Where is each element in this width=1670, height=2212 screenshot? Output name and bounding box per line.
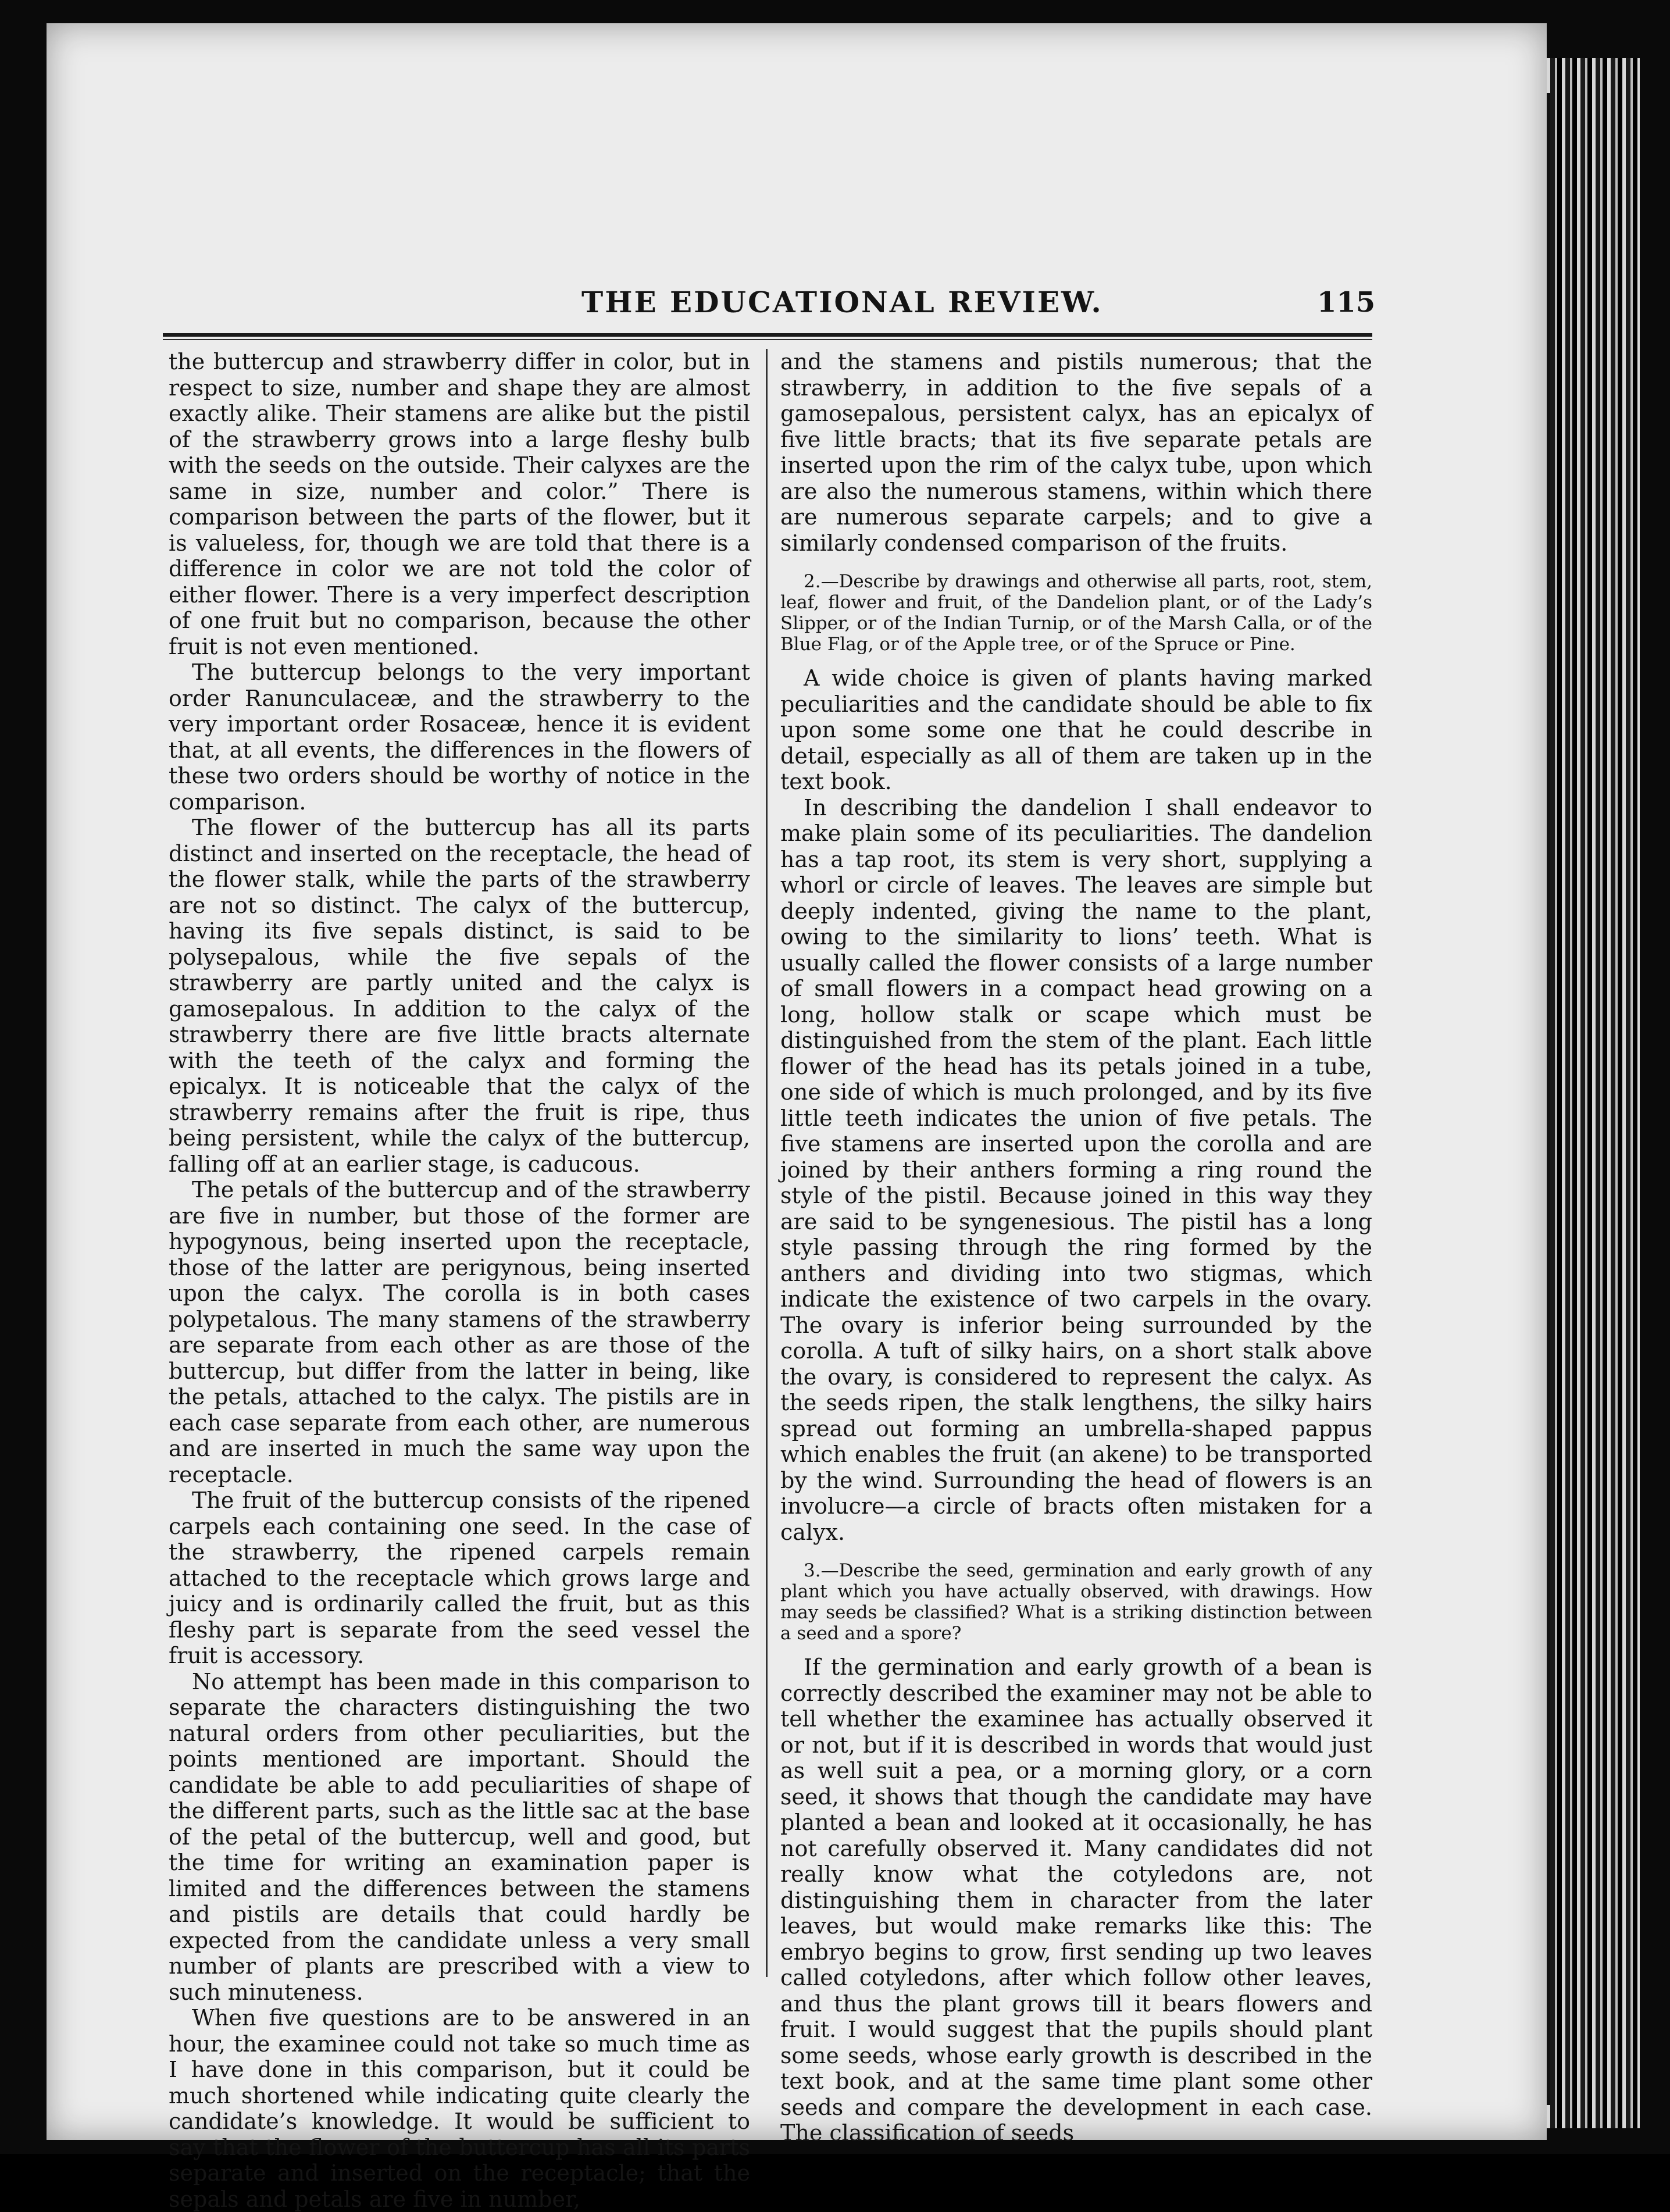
exam-question-2: 2.—Describe by drawings and otherwise all parts, root, stem, leaf, flower and fruit, of the Dandelion plant, or of the Lady’s Slipper, or of the Indian Turnip, or of the Marsh Calla, or of the Blue Flag, or of the Apple tree, or of the Spruce or Pine.	[780, 571, 1372, 655]
paragraph: and the stamens and pistils numerous; that the strawberry, in addition to the five sepals of a gamosepalous, persistent calyx, has an epicalyx of five little bracts; that its five separate petals are inserted upon the rim of the calyx tube, upon which are also the numerous stamens, within which there are numerous separate carpels; and to give a similarly condensed comparison of the fruits.	[780, 349, 1372, 556]
page-number: 115	[1317, 286, 1376, 319]
paragraph: the buttercup and strawberry differ in color, but in respect to size, number and shape they are almost exactly alike. Their stamens are alike but the pistil of the strawberry grows into a large fleshy bulb with the seeds on the outside. Their calyxes are the same in size, number and color.” There is comparison between the parts of the flower, but it is valueless, for, though we are told that there is a difference in color we are not told the color of either flower. There is a very imperfect description of one fruit but no comparison, because the other fruit is not even mentioned.	[169, 349, 750, 659]
paragraph: A wide choice is given of plants having marked peculiarities and the candidate should be able to fix upon some some one that he could describe in detail, especially as all of them are taken up in the text book.	[780, 665, 1372, 794]
paragraph: No attempt has been made in this comparison to separate the characters distinguishing the two natural orders from other peculiarities, but the points mentioned are important. Should the candidate be able to add peculiarities of shape of the different parts, such as the little sac at the base of the petal of the buttercup, well and good, but the time for writing an examination paper is limited and the differences between the stamens and pistils are details that could hardly be expected from the candidate unless a very small number of plants are prescribed with a view to such minuteness.	[169, 1668, 750, 2005]
paragraph: The buttercup belongs to the very important order Ranunculaceæ, and the strawberry to the very important order Rosaceæ, hence it is evident that, at all events, the differences in the flowers of these two orders should be worthy of notice in the comparison.	[169, 659, 750, 815]
paragraph: The flower of the buttercup has all its parts distinct and inserted on the receptacle, the head of the flower stalk, while the parts of the strawberry are not so distinct. The calyx of the buttercup, having its five sepals distinct, is said to be polysepalous, while the five sepals of the strawberry are partly united and the calyx is gamosepalous. In addition to the calyx of the strawberry there are five little bracts alternate with the teeth of the calyx and forming the epicalyx. It is noticeable that the calyx of the strawberry remains after the fruit is ripe, thus being persistent, while the calyx of the buttercup, falling off at an earlier stage, is caducous.	[169, 815, 750, 1177]
exam-question-3: 3.—Describe the seed, germination and early growth of any plant which you have actually observed, with drawings. How may seeds be classified? What is a striking distinction between a seed and a spore?	[780, 1560, 1372, 1644]
paragraph: In describing the dandelion I shall endeavor to make plain some of its peculiarities. The dandelion has a tap root, its stem is very short, supplying a whorl or circle of leaves. The leaves are simple but deeply indented, giving the name to the plant, owing to the similarity to lions’ teeth. What is usually called the flower consists of a large number of small flowers in a compact head growing on a long, hollow stalk or scape which must be distinguished from the stem of the plant. Each little flower of the head has its petals joined in a tube, one side of which is much prolonged, and by its five little teeth indicates the union of five petals. The five stamens are inserted upon the corolla and are joined by their anthers forming a ring round the style of the pistil. Because joined in this way they are said to be syngenesious. The pistil has a long style passing through the ring formed by the anthers and dividing into two stigmas, which indicate the existence of two carpels in the ovary. The ovary is inferior being surrounded by the corolla. A tuft of silky hairs, on a short stalk above the ovary, is considered to represent the calyx. As the seeds ripen, the stalk lengthens, the silky hairs spread out forming an umbrella-shaped pappus which enables the fruit (an akene) to be transported by the wind. Surrounding the head of flowers is an involucre—a circle of bracts often mistaken for a calyx.	[780, 794, 1372, 1545]
paragraph: When five questions are to be answered in an hour, the examinee could not take so much time as I have done in this comparison, but it could be much shortened while indicating quite clearly the candidate’s knowledge. It would be sufficient to say that the flower of the buttercup has all its parts separate and inserted on the receptacle; that the sepals and petals are five in number,	[169, 2005, 750, 2212]
book-page-edges	[1547, 58, 1640, 2128]
paragraph: If the germination and early growth of a bean is correctly described the examiner may not be able to tell whether the examinee has actually observed it or not, but if it is described in words that would just as well suit a pea, or a morning glory, or a corn seed, it shows that though the candidate may have planted a bean and looked at it occasionally, he has not carefully observed it. Many candidates did not really know what the cotyledons are, not distinguishing them in character from the later leaves, but would make remarks like this: The embryo begins to grow, first sending up two leaves called cotyledons, after which follow other leaves, and thus the plant grows till it bears flowers and fruit. I would suggest that the pupils should plant some seeds, whose early growth is described in the text book, and at the same time plant some other seeds and compare the development in each case. The classification of seeds	[780, 1654, 1372, 2146]
page	[47, 23, 1547, 2212]
column-divider	[766, 349, 768, 1977]
running-title: THE EDUCATIONAL REVIEW.	[581, 285, 1103, 319]
paragraph: The fruit of the buttercup consists of the ripened carpels each containing one seed. In the case of the strawberry, the ripened carpels remain attached to the receptacle which grows large and juicy and is ordinarily called the fruit, but as this fleshy part is separate from the seed vessel the fruit is accessory.	[169, 1487, 750, 1668]
header-rule	[163, 333, 1372, 337]
page-header	[47, 285, 1547, 326]
left-column	[169, 349, 750, 2212]
right-column	[780, 349, 1372, 2146]
paragraph: The petals of the buttercup and of the strawberry are five in number, but those of the former are hypogynous, being inserted upon the receptacle, those of the latter are perigynous, being inserted upon the calyx. The corolla is in both cases polypetalous. The many stamens of the strawberry are separate from each other as are those of the buttercup, but differ from the latter in being, like the petals, attached to the calyx. The pistils are in each case separate from each other, are numerous and are inserted in much the same way upon the receptacle.	[169, 1177, 750, 1487]
header-rule-thin	[163, 339, 1372, 340]
